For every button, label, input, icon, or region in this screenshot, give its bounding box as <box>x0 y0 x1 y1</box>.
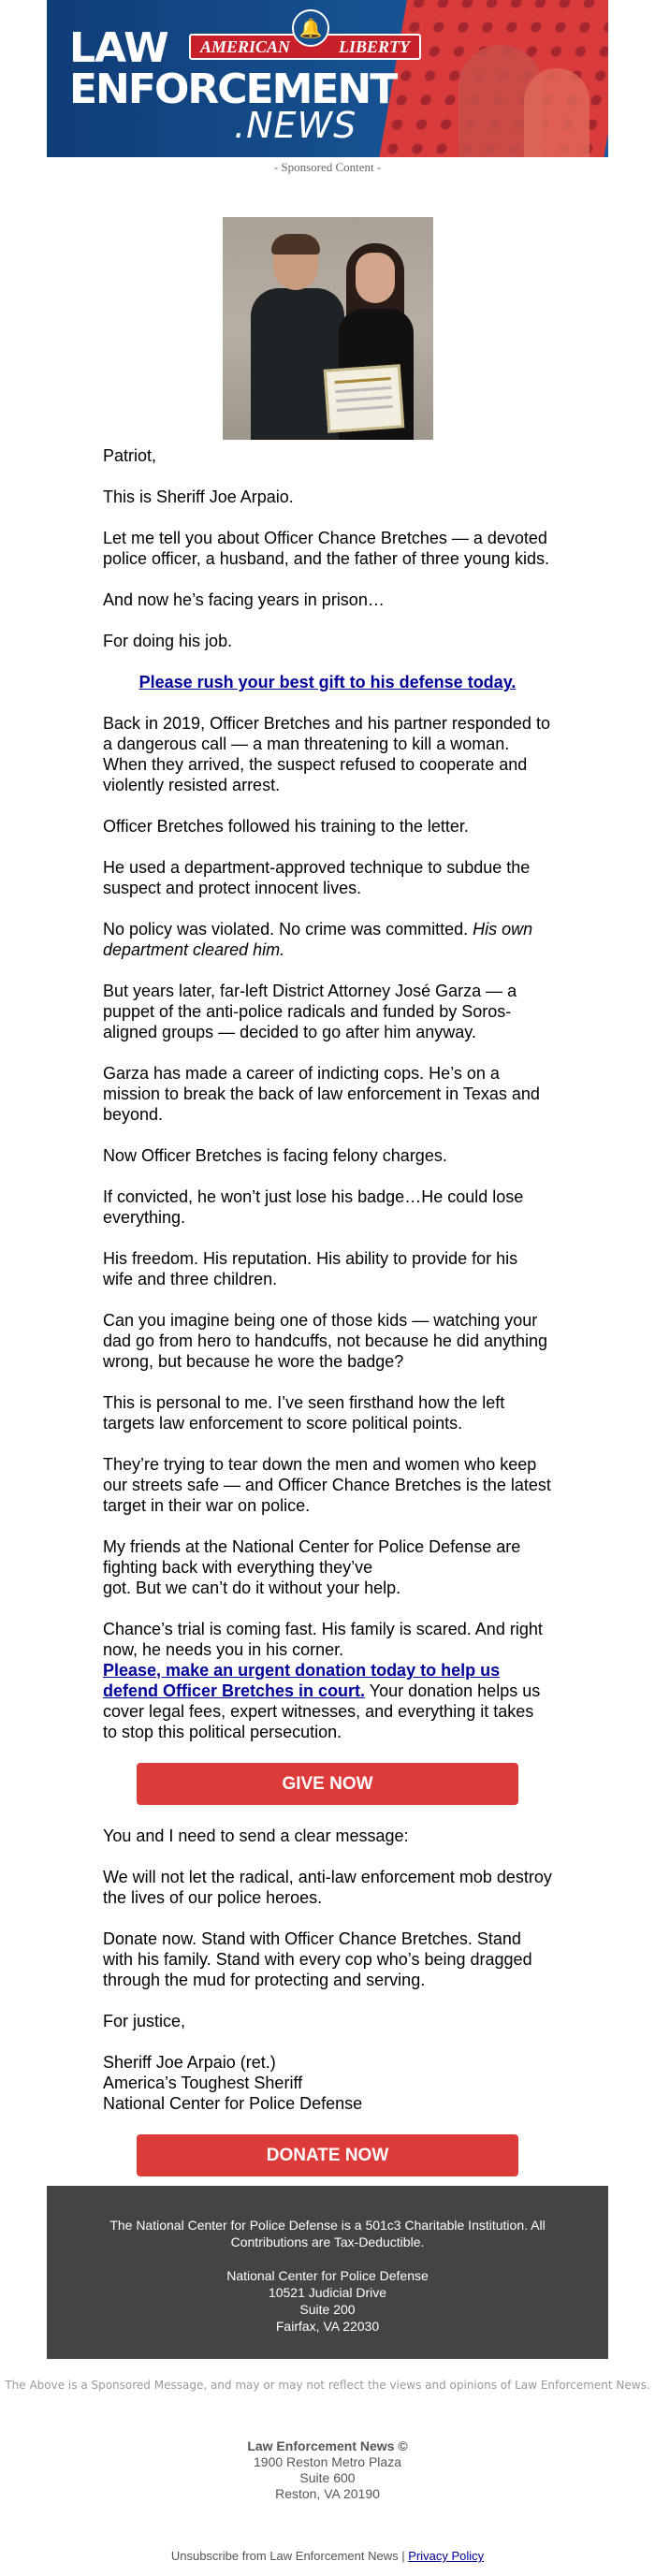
give-now-button[interactable]: GIVE NOW <box>137 1763 518 1805</box>
donate-link[interactable]: Please, make an urgent donation today to help us defend Officer Bretches in court. <box>103 1661 501 1700</box>
paragraph <box>103 1619 552 1742</box>
paragraph-text: No policy was violated. No crime was committed. <box>103 920 473 939</box>
paragraph: Garza has made a career of indicting cops. He’s on a mission to break the back of law enforcement in Texas and beyond. <box>103 1064 540 1124</box>
signature-title: America’s Toughest Sheriff <box>103 2074 303 2092</box>
paragraph-text: Chance’s trial is coming fast. His family is scared. And right now, he needs you in his corner. <box>103 1620 543 1659</box>
intro-paragraph: This is Sheriff Joe Arpaio. <box>103 488 294 506</box>
paragraph: And now he’s facing years in prison… <box>103 590 385 609</box>
closing: For justice, <box>103 2012 186 2030</box>
liberty-bell-icon: 🔔 <box>292 9 329 47</box>
donate-now-button[interactable]: DONATE NOW <box>137 2134 518 2176</box>
donate-link[interactable]: Please rush your best gift to his defense today. <box>138 673 517 691</box>
paragraph: Let me tell you about Officer Chance Bretches — a devoted police officer, a husband, and the father of three young kids. <box>103 529 549 568</box>
officer-silhouette-graphic <box>524 68 590 157</box>
unsubscribe-row <box>0 2549 655 2563</box>
footer-street: 10521 Judicial Drive <box>268 2285 387 2300</box>
emphasis-text: His own department cleared him. <box>103 920 533 959</box>
sponsored-disclaimer: The Above is a Sponsored Message, and may or may not reflect the views and opinions of Law Enforcement News. <box>5 2379 650 2392</box>
certificate-graphic <box>324 364 405 433</box>
charity-statement: The National Center for Police Defense is a 501c3 Charitable Institution. All Contributions are Tax-Deductible. <box>109 2218 546 2249</box>
paragraph: He used a department-approved technique to subdue the suspect and protect innocent lives. <box>103 858 531 897</box>
logo-text-law: LAW <box>69 24 168 72</box>
paragraph: You and I need to send a clear message: <box>103 1826 409 1845</box>
paragraph: Can you imagine being one of those kids — watching your dad go from hero to handcuffs, not because he did anything wrong, but because he wore the badge? <box>103 1311 548 1371</box>
officer-with-wife-photo <box>223 217 433 440</box>
paragraph: His freedom. His reputation. His ability to provide for his wife and three children. <box>103 1249 518 1288</box>
signature-name: Sheriff Joe Arpaio (ret.) <box>103 2053 276 2072</box>
paragraph-text: Your donation helps us cover legal fees, expert witnesses, and everything it takes to stop this political persecution. <box>103 1681 541 1741</box>
logo-text-enforcement: ENFORCEMENT <box>69 65 397 113</box>
letter-body <box>103 445 552 2197</box>
paragraph: If convicted, he won’t just lose his badge…He could lose everything. <box>103 1187 524 1227</box>
footer-org: National Center for Police Defense <box>226 2268 429 2283</box>
footer-city: Fairfax, VA 22030 <box>275 2319 380 2334</box>
paragraph: But years later, far-left District Attorney José Garza — a puppet of the anti-police radicals and funded by Soros-aligned groups — decided to go after him anyway. <box>103 982 517 1041</box>
publisher-address <box>0 2438 655 2502</box>
salutation: Patriot, <box>103 446 157 465</box>
paragraph-text: got. But we can’t do it without your help. <box>103 1579 401 1597</box>
badge-right-text: LIBERTY <box>338 36 410 56</box>
unsubscribe-link[interactable]: Unsubscribe from Law Enforcement News <box>170 2549 399 2563</box>
logo-text-news: .NEWS <box>234 105 357 146</box>
paragraph: Donate now. Stand with Officer Chance Bretches. Stand with his family. Stand with every cop who’s being dragged through the mud for protecting and serving. <box>103 1929 532 1989</box>
badge-left-text: AMERICAN <box>200 36 291 56</box>
publisher-street: 1900 Reston Metro Plaza <box>254 2454 401 2469</box>
publisher-name: Law Enforcement News © <box>247 2438 408 2453</box>
paragraph: We will not let the radical, anti-law enforcement mob destroy the lives of our police heroes. <box>103 1868 552 1907</box>
header-banner[interactable] <box>47 0 608 157</box>
publisher-suite: Suite 600 <box>299 2470 356 2485</box>
paragraph: Back in 2019, Officer Bretches and his partner responded to a dangerous call — a man threatening to kill a woman. When they arrived, the suspect refused to cooperate and violently resisted arrest. <box>103 714 550 794</box>
signature-org: National Center for Police Defense <box>103 2094 363 2113</box>
separator: | <box>398 2549 409 2563</box>
privacy-policy-link[interactable]: Privacy Policy <box>408 2549 485 2563</box>
paragraph: This is personal to me. I’ve seen firsthand how the left targets law enforcement to score political points. <box>103 1393 505 1433</box>
publisher-city: Reston, VA 20190 <box>275 2486 380 2501</box>
button-wrapper <box>103 1763 552 1805</box>
paragraph-text: My friends at the National Center for Police Defense are fighting back with everything they’ve <box>103 1537 521 1577</box>
paragraph <box>103 919 552 960</box>
charity-footer <box>47 2186 608 2359</box>
paragraph: Now Officer Bretches is facing felony charges. <box>103 1146 447 1165</box>
cta-paragraph <box>103 672 552 692</box>
paragraph: Officer Bretches followed his training to the letter. <box>103 817 469 836</box>
footer-suite: Suite 200 <box>299 2302 356 2317</box>
signature <box>103 2052 552 2114</box>
paragraph <box>103 1536 552 1598</box>
paragraph: They’re trying to tear down the men and women who keep our streets safe — and Officer Chance Bretches is the latest target in their war on police. <box>103 1455 551 1515</box>
sponsored-label: - Sponsored Content - <box>273 160 382 174</box>
button-wrapper <box>103 2134 552 2176</box>
paragraph: For doing his job. <box>103 632 233 650</box>
